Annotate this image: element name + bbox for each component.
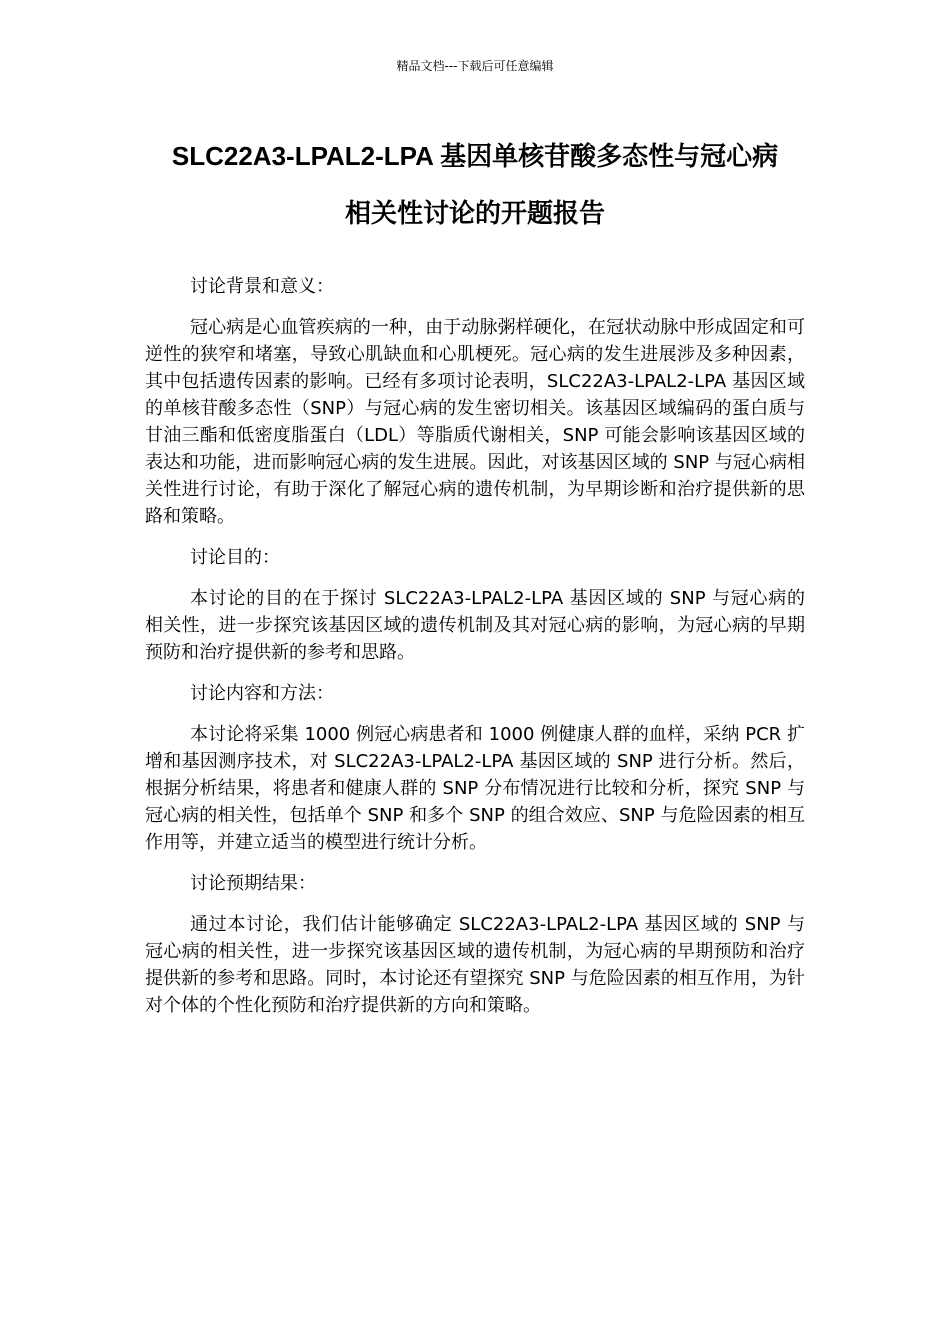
section-paragraph-background: 冠心病是心血管疾病的一种，由于动脉粥样硬化，在冠状动脉中形成固定和可逆性的狭窄和堵塞，导致心肌缺血和心肌梗死。冠心病的发生进展涉及多种因素，其中包括遗传因素的影响。已经有多项讨论表明，SLC22A3-LPAL2-LPA 基因区域的单核苷酸多态性（SNP）与冠心病的发生密切相关。该基因区域编码的蛋白质与甘油三酯和低密度脂蛋白（LDL）等脂质代谢相关，SNP 可能会影响该基因区域的表达和功能，进而影响冠心病的发生进展。因此，对该基因区域的 SNP 与冠心病相关性进行讨论，有助于深化了解冠心病的遗传机制，为早期诊断和治疗提供新的思路和策略。 bbox=[145, 317, 805, 527]
section-heading-purpose: 讨论目的： bbox=[190, 547, 280, 568]
document-title-line-1: SLC22A3-LPAL2-LPA 基因单核苷酸多态性与冠心病 bbox=[171, 141, 779, 171]
section-paragraph-expected-results: 通过本讨论，我们估计能够确定 SLC22A3-LPAL2-LPA 基因区域的 SNP 与冠心病的相关性，进一步探究该基因区域的遗传机制，为冠心病的早期预防和治疗提供新的参考和思路。同时，本讨论还有望探究 SNP 与危险因素的相互作用，为针对个体的个性化预防和治疗提供新的方向和策略。 bbox=[145, 914, 805, 1016]
section-heading-expected-results: 讨论预期结果： bbox=[190, 873, 316, 894]
header-note: 精品文档---下载后可任意编辑 bbox=[396, 59, 554, 73]
section-heading-methods: 讨论内容和方法： bbox=[190, 683, 334, 704]
section-heading-background: 讨论背景和意义： bbox=[190, 276, 334, 297]
section-paragraph-methods: 本讨论将采集 1000 例冠心病患者和 1000 例健康人群的血样，采纳 PCR 扩增和基因测序技术，对 SLC22A3-LPAL2-LPA 基因区域的 SNP 进行分析。然后，根据分析结果，将患者和健康人群的 SNP 分布情况进行比较和分析，探究 SNP 与冠心病的相关性，包括单个 SNP 和多个 SNP 的组合效应、SNP 与危险因素的相互作用等，并建立适当的模型进行统计分析。 bbox=[145, 724, 805, 853]
document-title-line-2: 相关性讨论的开题报告 bbox=[344, 198, 605, 228]
section-paragraph-purpose: 本讨论的目的在于探讨 SLC22A3-LPAL2-LPA 基因区域的 SNP 与冠心病的相关性，进一步探究该基因区域的遗传机制及其对冠心病的影响，为冠心病的早期预防和治疗提供新的参考和思路。 bbox=[145, 588, 805, 663]
document-body bbox=[145, 273, 805, 1033]
